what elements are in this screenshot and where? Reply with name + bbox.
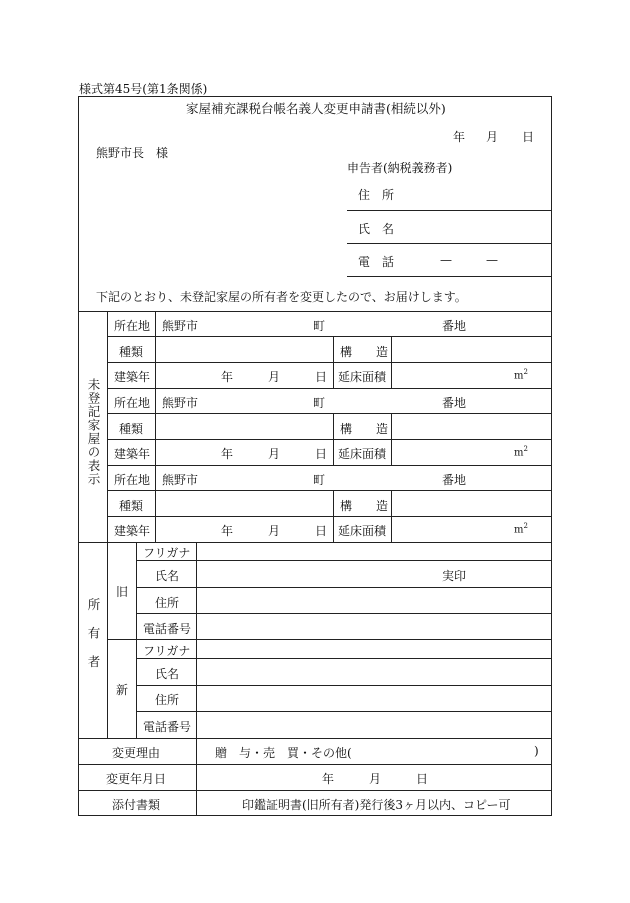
location-label: 所在地 xyxy=(114,396,151,410)
date-month[interactable]: 月 xyxy=(486,130,499,144)
phone-number-label: 電話番号 xyxy=(143,720,192,734)
seal-label: 実印 xyxy=(442,569,467,583)
location-lot: 番地 xyxy=(442,396,467,410)
floor-area-label: 延床面積 xyxy=(338,524,387,538)
change-reason-options[interactable]: 贈 与・売 買・その他( xyxy=(215,746,352,760)
form-title: 家屋補充課税台帳名義人変更申請書(相続以外) xyxy=(186,101,446,116)
location-city: 熊野市 xyxy=(162,396,199,410)
attachments-label: 添付書類 xyxy=(112,798,161,812)
change-date-day[interactable]: 日 xyxy=(416,772,429,786)
built-month: 月 xyxy=(268,524,281,538)
built-year: 年 xyxy=(221,447,234,461)
applicant-phone-label: 電 話 xyxy=(358,255,395,269)
applicant-heading: 申告者(納税義務者) xyxy=(347,161,453,175)
location-town: 町 xyxy=(313,396,326,410)
date-day[interactable]: 日 xyxy=(522,130,535,144)
location-town: 町 xyxy=(313,473,326,487)
type-label: 種類 xyxy=(119,345,144,359)
built-year: 年 xyxy=(221,370,234,384)
phone-separator: — xyxy=(440,253,452,267)
name-label: 氏名 xyxy=(155,667,180,681)
applicant-address-label: 住 所 xyxy=(358,188,395,202)
old-owner-label: 旧 xyxy=(116,585,129,599)
owner-section-label: 所有者 xyxy=(86,598,101,684)
built-month: 月 xyxy=(268,447,281,461)
change-reason-label: 変更理由 xyxy=(112,746,161,760)
name-label: 氏名 xyxy=(155,569,180,583)
built-year-label: 建築年 xyxy=(114,370,151,384)
form-number: 様式第45号(第1条関係) xyxy=(79,82,208,96)
built-day: 日 xyxy=(315,524,328,538)
change-reason-close: ) xyxy=(534,744,539,758)
attachments-value: 印鑑証明書(旧所有者)発行後3ヶ月以内、コピー可 xyxy=(242,798,511,812)
area-unit: $m^2$ xyxy=(514,368,528,382)
structure-label: 構 造 xyxy=(340,345,389,359)
change-date-month[interactable]: 月 xyxy=(369,772,382,786)
floor-area-label: 延床面積 xyxy=(338,370,387,384)
floor-area-label: 延床面積 xyxy=(338,447,387,461)
property-section-label: 未登記家屋の表示 xyxy=(86,378,101,486)
built-month: 月 xyxy=(268,370,281,384)
change-date-label: 変更年月日 xyxy=(106,772,167,786)
statement-text: 下記のとおり、未登記家屋の所有者を変更したので、お届けします。 xyxy=(96,290,467,304)
date-year[interactable]: 年 xyxy=(453,130,466,144)
new-owner-label: 新 xyxy=(116,683,129,697)
furigana-label: フリガナ xyxy=(143,546,191,560)
type-label: 種類 xyxy=(119,422,144,436)
area-unit: $m^2$ xyxy=(514,522,528,536)
applicant-name-label: 氏 名 xyxy=(358,222,395,236)
built-day: 日 xyxy=(315,447,328,461)
location-label: 所在地 xyxy=(114,319,151,333)
location-lot: 番地 xyxy=(442,319,467,333)
addressee: 熊野市長 様 xyxy=(96,146,169,160)
phone-number-label: 電話番号 xyxy=(143,622,192,636)
address-label: 住所 xyxy=(155,693,180,707)
location-lot: 番地 xyxy=(442,473,467,487)
phone-separator: — xyxy=(486,253,498,267)
location-city: 熊野市 xyxy=(162,473,199,487)
change-date-year[interactable]: 年 xyxy=(322,772,335,786)
furigana-label: フリガナ xyxy=(143,644,191,658)
built-year: 年 xyxy=(221,524,234,538)
location-label: 所在地 xyxy=(114,473,151,487)
address-label: 住所 xyxy=(155,596,180,610)
location-city: 熊野市 xyxy=(162,319,199,333)
area-unit: $m^2$ xyxy=(514,445,528,459)
location-town: 町 xyxy=(313,319,326,333)
built-year-label: 建築年 xyxy=(114,447,151,461)
built-year-label: 建築年 xyxy=(114,524,151,538)
built-day: 日 xyxy=(315,370,328,384)
structure-label: 構 造 xyxy=(340,499,389,513)
structure-label: 構 造 xyxy=(340,422,389,436)
type-label: 種類 xyxy=(119,499,144,513)
